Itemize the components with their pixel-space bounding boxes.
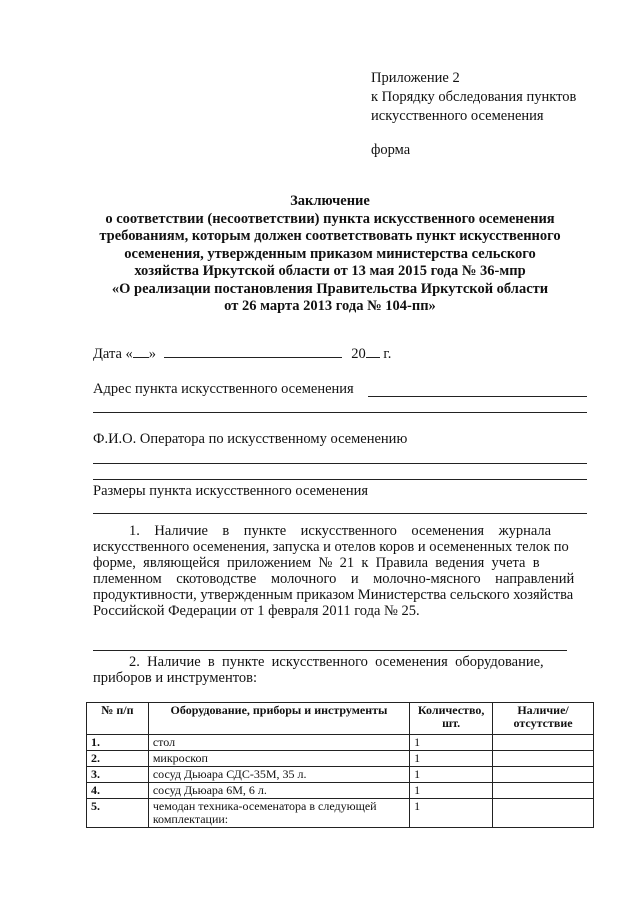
date-month-blank[interactable] (164, 357, 342, 358)
size-label: Размеры пункта искусственного осеменения (93, 483, 369, 499)
row-presence[interactable] (493, 751, 594, 767)
date-year-prefix: 20 (351, 346, 366, 362)
row-quantity: 1 (410, 799, 493, 828)
section-1-paragraph (93, 523, 587, 619)
section-2-line: 2. Наличие в пункте искусственного осеменения оборудование, (129, 654, 544, 670)
section-1-line: искусственного осеменения, запуска и отелов коров и осемененных телок по (93, 539, 569, 555)
date-mid: » (148, 346, 157, 362)
row-quantity: 1 (410, 767, 493, 783)
address-blank-line[interactable] (93, 412, 587, 413)
section-2-paragraph (93, 654, 587, 686)
row-number: 3. (87, 767, 149, 783)
date-year-blank[interactable] (366, 357, 380, 358)
date-day-blank[interactable] (133, 357, 149, 358)
row-number: 2. (87, 751, 149, 767)
title-line: «О реализации постановления Правительства Иркутской области (111, 280, 549, 297)
section-1-blank-line[interactable] (93, 650, 567, 651)
table-row (87, 735, 594, 751)
row-equipment: стол (148, 735, 409, 751)
title-line: хозяйства Иркутской области от 13 мая 2015 года № 36-мпр (134, 263, 526, 279)
row-quantity: 1 (410, 735, 493, 751)
row-quantity: 1 (410, 783, 493, 799)
title-line: от 26 марта 2013 года № 104-пп» (224, 298, 436, 314)
header-number: № п/п (87, 703, 149, 735)
row-equipment: сосуд Дьюара СДС-35М, 35 л. (148, 767, 409, 783)
header-equipment: Оборудование, приборы и инструменты (148, 703, 409, 735)
equipment-table (86, 702, 594, 828)
address-blank-line[interactable] (368, 396, 587, 397)
section-1-line: 1. Наличие в пункте искусственного осеменения журнала (129, 523, 552, 539)
date-field (93, 346, 391, 363)
row-number: 5. (87, 799, 149, 828)
appendix-reference-line: искусственного осеменения (371, 108, 544, 124)
row-quantity: 1 (410, 751, 493, 767)
row-equipment: чемодан техника-осеменатора в следующей комплектации: (148, 799, 409, 828)
section-1-line: племенном скотоводстве молочного и молочно-мясного направлений (93, 571, 575, 587)
section-2-line: приборов и инструментов: (93, 670, 257, 686)
form-label: форма (371, 142, 411, 158)
section-1-line: продуктивности, утвержденным приказом Министерства сельского хозяйства (93, 587, 574, 603)
row-presence[interactable] (493, 799, 594, 828)
appendix-reference-line: к Порядку обследования пунктов (371, 89, 577, 105)
operator-blank-line[interactable] (93, 463, 587, 464)
table-row (87, 767, 594, 783)
table-row (87, 799, 594, 828)
operator-blank-line[interactable] (93, 479, 587, 480)
header-quantity: Количество, шт. (410, 703, 493, 735)
size-blank-line[interactable] (93, 513, 587, 514)
title-line: требованиям, которым должен соответствовать пункт искусственного (99, 228, 561, 244)
row-equipment: сосуд Дьюара 6М, 6 л. (148, 783, 409, 799)
row-number: 1. (87, 735, 149, 751)
row-equipment: микроскоп (148, 751, 409, 767)
address-label: Адрес пункта искусственного осеменения (93, 381, 354, 397)
date-suffix: г. (383, 346, 392, 362)
appendix-block (371, 69, 576, 126)
table-row (87, 783, 594, 799)
row-number: 4. (87, 783, 149, 799)
operator-label: Ф.И.О. Оператора по искусственному осеменению (93, 431, 408, 447)
title-line: Заключение (290, 193, 370, 209)
table-header-row (87, 703, 594, 735)
date-prefix: Дата « (93, 346, 133, 362)
section-1-line: форме, являющейся приложением № 21 к Правила ведения учета в (93, 555, 540, 571)
table-row (87, 751, 594, 767)
row-presence[interactable] (493, 783, 594, 799)
header-presence: Наличие/ отсутствие (493, 703, 594, 735)
document-title (80, 193, 580, 316)
row-presence[interactable] (493, 767, 594, 783)
section-1-line: Российской Федерации от 1 февраля 2011 года № 25. (93, 603, 420, 619)
title-line: о соответствии (несоответствии) пункта искусственного осеменения (105, 210, 555, 227)
appendix-title: Приложение 2 (371, 70, 460, 86)
title-line: осеменения, утвержденным приказом министерства сельского (124, 245, 536, 262)
row-presence[interactable] (493, 735, 594, 751)
